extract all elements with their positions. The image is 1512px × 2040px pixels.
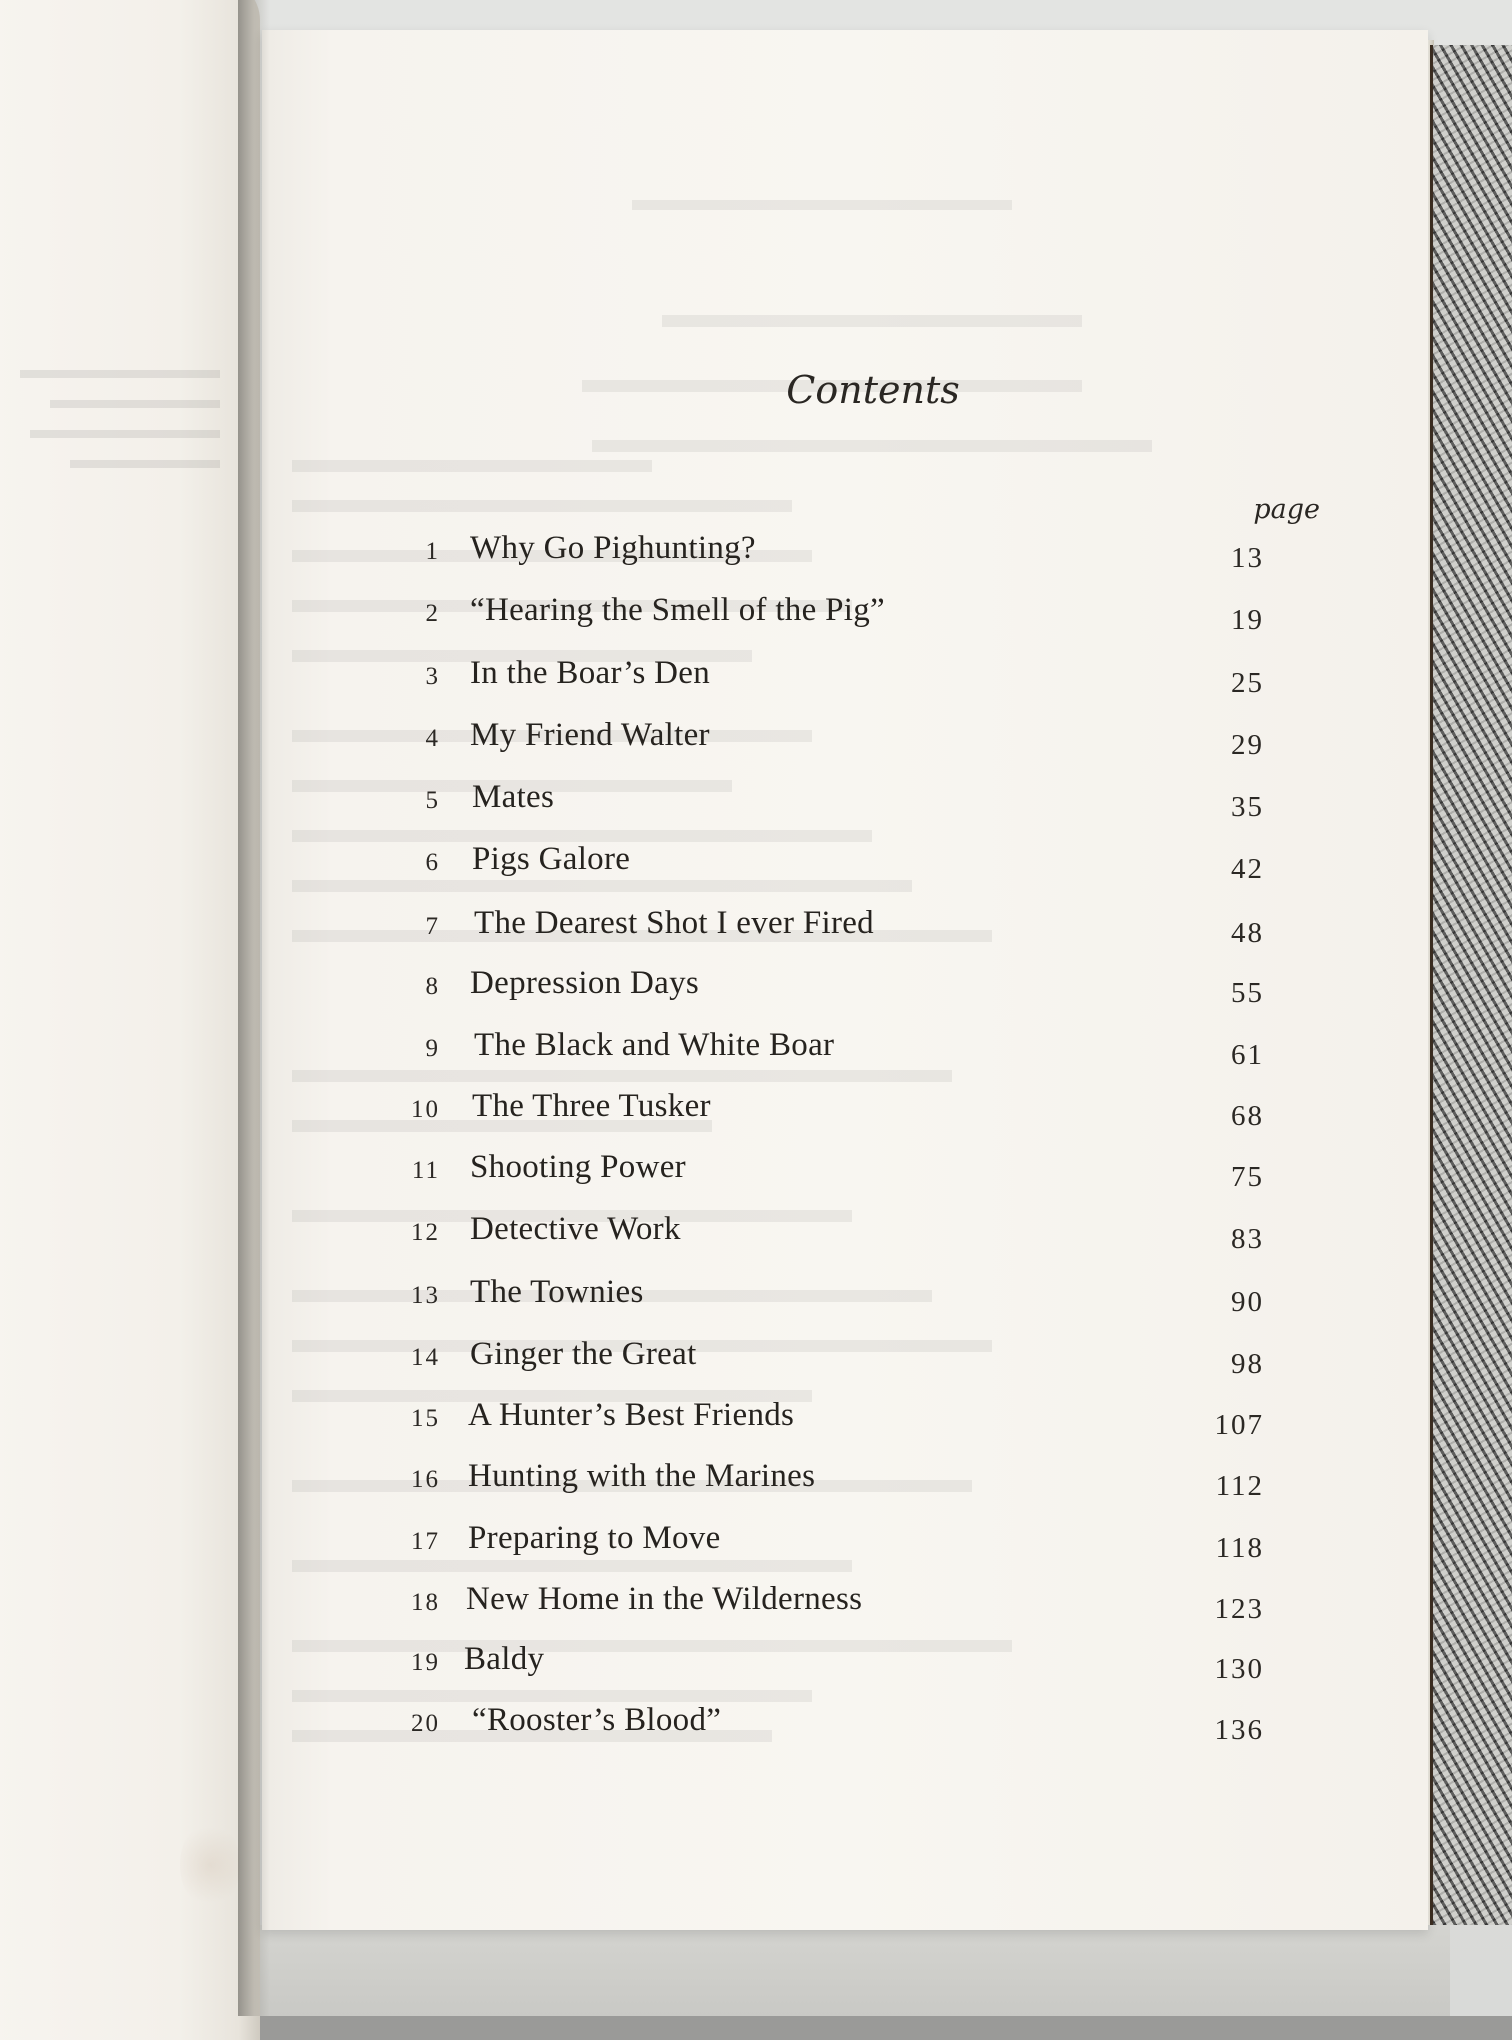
chapter-number: 1	[425, 538, 440, 565]
book-cover	[1430, 45, 1512, 1925]
chapter-title: New Home in the Wilderness	[466, 1581, 863, 1617]
chapter-title: Baldy	[464, 1641, 545, 1677]
toc-entry	[262, 1149, 1428, 1205]
chapter-title: My Friend Walter	[470, 717, 710, 753]
chapter-title: Shooting Power	[470, 1149, 686, 1185]
chapter-page-number: 136	[1214, 1714, 1264, 1746]
chapter-page-number: 75	[1231, 1161, 1264, 1193]
chapter-page-number: 90	[1231, 1286, 1264, 1318]
toc-entry	[262, 905, 1428, 961]
chapter-title: Depression Days	[470, 965, 700, 1001]
gutter-shadow	[238, 0, 270, 2016]
chapter-number: 18	[411, 1589, 440, 1616]
chapter-number: 2	[425, 600, 440, 627]
chapter-page-number: 68	[1231, 1100, 1264, 1132]
chapter-page-number: 55	[1231, 977, 1264, 1009]
chapter-number: 10	[411, 1096, 440, 1123]
chapter-number: 16	[411, 1466, 440, 1493]
toc-entry	[262, 1027, 1428, 1083]
chapter-page-number: 123	[1214, 1593, 1264, 1625]
chapter-number: 19	[411, 1649, 440, 1676]
chapter-title: Ginger the Great	[470, 1336, 697, 1372]
chapter-title: Why Go Pighunting?	[470, 530, 756, 566]
chapter-number: 9	[425, 1035, 440, 1062]
chapter-page-number: 48	[1231, 917, 1264, 949]
chapter-title: Pigs Galore	[472, 841, 631, 877]
chapter-number: 14	[411, 1344, 440, 1371]
chapter-number: 13	[411, 1282, 440, 1309]
chapter-title: A Hunter’s Best Friends	[468, 1397, 795, 1433]
chapter-number: 4	[425, 725, 440, 752]
toc-entry	[262, 592, 1428, 648]
toc-entry	[262, 1702, 1428, 1758]
chapter-number: 3	[425, 663, 440, 690]
chapter-title: Preparing to Move	[468, 1520, 721, 1556]
toc-entry	[262, 1211, 1428, 1267]
chapter-number: 17	[411, 1528, 440, 1555]
chapter-number: 7	[425, 913, 440, 940]
chapter-page-number: 35	[1231, 791, 1264, 823]
toc-entry	[262, 965, 1428, 1021]
contents-heading: Contents	[786, 368, 960, 412]
chapter-page-number: 13	[1231, 542, 1264, 574]
toc-entry	[262, 1458, 1428, 1514]
chapter-page-number: 83	[1231, 1223, 1264, 1255]
chapter-number: 5	[425, 787, 440, 814]
chapter-number: 12	[411, 1219, 440, 1246]
toc-entry	[262, 717, 1428, 773]
chapter-title: In the Boar’s Den	[470, 655, 711, 691]
chapter-title: The Three Tusker	[472, 1088, 711, 1124]
toc-entry	[262, 779, 1428, 835]
toc-list	[262, 30, 1428, 1930]
facing-page	[0, 0, 260, 2040]
chapter-title: Hunting with the Marines	[468, 1458, 816, 1494]
chapter-number: 8	[425, 973, 440, 1000]
chapter-title: Mates	[472, 779, 555, 815]
chapter-page-number: 98	[1231, 1348, 1264, 1380]
toc-entry	[262, 1641, 1428, 1697]
chapter-title: “Hearing the Smell of the Pig”	[470, 592, 885, 628]
chapter-page-number: 112	[1215, 1470, 1264, 1502]
toc-entry	[262, 1274, 1428, 1330]
chapter-title: Detective Work	[470, 1211, 681, 1247]
toc-entry	[262, 1336, 1428, 1392]
page-column-label: page	[1253, 494, 1320, 525]
toc-entry	[262, 1581, 1428, 1637]
chapter-page-number: 29	[1231, 729, 1264, 761]
chapter-page-number: 118	[1215, 1532, 1264, 1564]
chapter-page-number: 19	[1231, 604, 1264, 636]
facing-page-bleed-through	[0, 350, 240, 530]
chapter-number: 20	[411, 1710, 440, 1737]
page-stain	[180, 1820, 240, 1910]
chapter-number: 11	[411, 1157, 440, 1184]
contents-page	[262, 30, 1428, 1930]
chapter-page-number: 61	[1231, 1039, 1264, 1071]
toc-entry	[262, 841, 1428, 897]
chapter-title: The Black and White Boar	[474, 1027, 835, 1063]
page-bottom-shadow	[250, 1925, 1450, 2016]
chapter-title: The Dearest Shot I ever Fired	[474, 905, 874, 941]
toc-entry	[262, 1088, 1428, 1144]
chapter-number: 6	[425, 849, 440, 876]
toc-entry	[262, 1520, 1428, 1576]
chapter-page-number: 130	[1214, 1653, 1264, 1685]
toc-entry	[262, 655, 1428, 711]
chapter-page-number: 42	[1231, 853, 1264, 885]
chapter-number: 15	[411, 1405, 440, 1432]
chapter-title: The Townies	[470, 1274, 644, 1310]
chapter-page-number: 107	[1214, 1409, 1264, 1441]
chapter-title: “Rooster’s Blood”	[472, 1702, 722, 1738]
chapter-page-number: 25	[1231, 667, 1264, 699]
toc-entry	[262, 1397, 1428, 1453]
toc-entry	[262, 530, 1428, 586]
